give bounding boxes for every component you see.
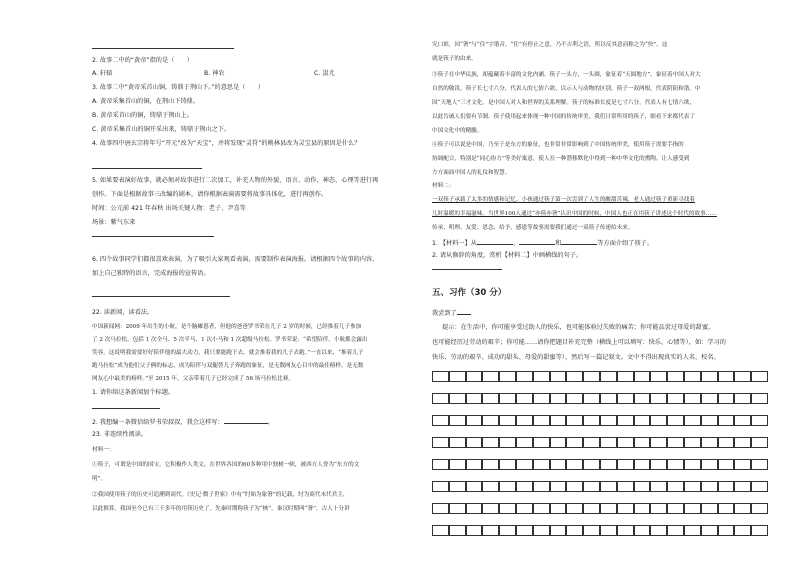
question-5-line-2: 创作。下面是根据故事三改编的剧本，请你根据表演需要将故事具体化，进行再创作。	[92, 191, 328, 198]
grid-cell[interactable]	[583, 481, 600, 492]
grid-cell[interactable]	[634, 525, 651, 536]
grid-cell[interactable]	[449, 393, 466, 404]
grid-cell[interactable]	[684, 459, 701, 470]
material-2-para-underlined: 一双筷子承载了太多的情感和记忆。小孩通过筷子第一次尝到了人生的酸甜苦辣，老人通过筷子重新寻找着	[432, 197, 695, 203]
grid-cell[interactable]	[432, 503, 449, 514]
material-1-para: 以此推算，我国至今已有三千多年的用筷历史了。先秦时期称筷子为“梜”，秦汉时期叫“箸”，古人十分讲	[92, 506, 350, 512]
news-line: 中国新闻网：2009 年出生的小航，是个脑瘫患者，但他的爸爸罗书荣在儿子 2 岁的时候，已经推着儿子参加	[92, 324, 362, 330]
grid-cell[interactable]	[583, 459, 600, 470]
grid-cell[interactable]	[617, 437, 634, 448]
grid-cell[interactable]	[466, 481, 483, 492]
grid-cell[interactable]	[667, 393, 684, 404]
grid-row	[432, 481, 768, 492]
grid-cell[interactable]	[718, 437, 735, 448]
grid-cell[interactable]	[432, 481, 449, 492]
grid-cell[interactable]	[667, 503, 684, 514]
grid-cell[interactable]	[701, 393, 718, 404]
grid-cell[interactable]	[466, 459, 483, 470]
grid-cell[interactable]	[634, 481, 651, 492]
grid-cell[interactable]	[449, 415, 466, 426]
material-2-para-underlined: 儿时温暖的幸福滋味。当世界100人通过“亦筷亦箸”认识中国的时候，中国人也正在用筷子讲述这个时代的故事……	[432, 211, 717, 217]
grid-cell[interactable]	[566, 503, 583, 514]
question-23-title: 23. 非连续性阅读。	[92, 431, 148, 438]
q5-place: 场景：紫气东来	[92, 219, 136, 226]
grid-cell[interactable]	[566, 415, 583, 426]
grid-cell[interactable]	[566, 459, 583, 470]
grid-cell[interactable]	[482, 371, 499, 382]
grid-cell[interactable]	[734, 437, 751, 448]
grid-cell[interactable]	[516, 503, 533, 514]
grid-cell[interactable]	[566, 437, 583, 448]
grid-cell[interactable]	[583, 415, 600, 426]
inline-blank	[477, 238, 513, 245]
grid-cell[interactable]	[718, 393, 735, 404]
material-1-para: 明”。	[92, 476, 107, 482]
grid-cell[interactable]	[718, 459, 735, 470]
grid-cell[interactable]	[650, 525, 667, 536]
question-23-2: 2. 请从修辞的角度，赏析【材料二】中画横线的句子。	[432, 252, 583, 259]
grid-cell[interactable]	[550, 525, 567, 536]
grid-cell[interactable]	[617, 415, 634, 426]
grid-cell[interactable]	[466, 503, 483, 514]
material-1-para: 协调配合，特别是“同心协力”等美好寓意，使人在一种潜移默化中得到一种中华文化的熏陶。让人感受到	[432, 156, 690, 162]
material-2-label: 材料二：	[432, 183, 455, 189]
material-1-para: 究口彩，因“箸”与“住”字谐音，“住”有停止之意，乃不吉利之语，所以反其意而称之为“快”。这	[432, 42, 668, 48]
grid-cell[interactable]	[449, 481, 466, 492]
grid-cell[interactable]	[449, 371, 466, 382]
grid-cell[interactable]	[718, 503, 735, 514]
question-3-stem: 3. 故事二中“黄帝采首山铜，铸鼎于荆山下。”的意思是（ ）	[92, 84, 265, 91]
grid-cell[interactable]	[449, 459, 466, 470]
grid-cell[interactable]	[650, 503, 667, 514]
grid-cell[interactable]	[566, 481, 583, 492]
grid-cell[interactable]	[701, 525, 718, 536]
question-22-title: 22. 读新闻，读看法。	[92, 309, 154, 316]
grid-cell[interactable]	[432, 459, 449, 470]
inline-blank	[224, 417, 268, 424]
grid-cell[interactable]	[499, 371, 516, 382]
grid-cell[interactable]	[583, 437, 600, 448]
grid-cell[interactable]	[650, 415, 667, 426]
grid-row	[432, 393, 768, 404]
grid-cell[interactable]	[466, 371, 483, 382]
grid-cell[interactable]	[751, 393, 768, 404]
grid-cell[interactable]	[718, 481, 735, 492]
grid-cell[interactable]	[650, 459, 667, 470]
grid-cell[interactable]	[650, 371, 667, 382]
grid-cell[interactable]	[516, 437, 533, 448]
grid-cell[interactable]	[684, 503, 701, 514]
material-1-para: 方方面面中国人的礼仪和智慧。	[432, 170, 511, 176]
answer-line	[92, 48, 234, 49]
material-1-para: 自然的敬畏。筷子长七寸六分，代表人的七情六欲，以示人与动物的区别。筷子一双两根，代表阴阳和谐。中	[432, 86, 701, 92]
grid-cell[interactable]	[466, 415, 483, 426]
grid-cell[interactable]	[650, 481, 667, 492]
q2-option-c: C. 蚩尤	[314, 70, 335, 77]
grid-cell[interactable]	[617, 525, 634, 536]
answer-line	[92, 296, 230, 297]
grid-cell[interactable]	[667, 481, 684, 492]
material-1-para: 就是筷子的由来。	[432, 56, 477, 62]
grid-cell[interactable]	[701, 371, 718, 382]
grid-cell[interactable]	[533, 437, 550, 448]
question-6-line-2: 加上自己独特的语言，完成海报的宣传语。	[92, 270, 210, 277]
grid-cell[interactable]	[751, 459, 768, 470]
grid-cell[interactable]	[533, 459, 550, 470]
q2-option-a: A. 轩辕	[92, 70, 113, 77]
grid-row	[432, 525, 768, 536]
question-4: 4. 故事四中唐玄宗将年号“开元”改为“天宝”，并将发现“灵符”的桃林县改为灵宝县的原因是什么？	[92, 140, 361, 147]
grid-cell[interactable]	[684, 525, 701, 536]
q3-option-a: A. 黄帝采集首山的铜，在荆山下铸鼎。	[92, 98, 200, 105]
grid-cell[interactable]	[432, 393, 449, 404]
grid-cell[interactable]	[667, 459, 684, 470]
grid-cell[interactable]	[550, 393, 567, 404]
prompt-line: 快乐、劳动的艰辛、成功的甜头、母爱的甜蜜等），然后写一篇记叙文。文中不得出现真实的人名、校名。	[432, 354, 720, 361]
section-heading: 五、习作（30 分）	[432, 288, 507, 298]
grid-cell[interactable]	[734, 459, 751, 470]
grid-cell[interactable]	[634, 371, 651, 382]
grid-cell[interactable]	[600, 371, 617, 382]
grid-cell[interactable]	[617, 459, 634, 470]
grid-cell[interactable]	[516, 459, 533, 470]
grid-cell[interactable]	[734, 415, 751, 426]
grid-cell[interactable]	[734, 371, 751, 382]
grid-cell[interactable]	[600, 437, 617, 448]
grid-cell[interactable]	[650, 437, 667, 448]
q2-option-b: B. 神农	[204, 70, 225, 77]
q3-option-c: C. 黄帝采集首山的铜开采出来，铸鼎于荆山之下。	[92, 126, 231, 133]
grid-row	[432, 415, 768, 426]
answer-line	[92, 408, 160, 409]
grid-cell[interactable]	[432, 371, 449, 382]
grid-cell[interactable]	[533, 415, 550, 426]
grid-cell[interactable]	[499, 459, 516, 470]
grid-cell[interactable]	[583, 393, 600, 404]
grid-cell[interactable]	[751, 437, 768, 448]
grid-cell[interactable]	[550, 415, 567, 426]
question-22-2: 2. 我想编一条微信给罗书荣叔叔，我会这样写： 。	[92, 419, 274, 426]
grid-cell[interactable]	[734, 525, 751, 536]
grid-cell[interactable]	[701, 481, 718, 492]
material-1-para: ①筷子，可谓是中国的国宝。它积极作人类文，在世界各国的60多种用中独树一帜，被西方人誉为“东方的文	[92, 462, 360, 468]
grid-cell[interactable]	[449, 437, 466, 448]
grid-cell[interactable]	[751, 481, 768, 492]
grid-cell[interactable]	[566, 371, 583, 382]
grid-cell[interactable]	[600, 415, 617, 426]
material-1-para: ③筷子在中华民族，却蕴藏着丰富的文化内涵。筷子一头方，一头圆，象征着“天圆地方”，象征着中国人对大	[432, 72, 701, 78]
grid-cell[interactable]	[684, 415, 701, 426]
grid-cell[interactable]	[667, 525, 684, 536]
grid-cell[interactable]	[516, 393, 533, 404]
grid-cell[interactable]	[566, 393, 583, 404]
grid-cell[interactable]	[684, 393, 701, 404]
grid-cell[interactable]	[600, 503, 617, 514]
inline-blank	[457, 308, 471, 315]
grid-cell[interactable]	[684, 481, 701, 492]
grid-cell[interactable]	[600, 393, 617, 404]
answer-line	[432, 269, 502, 270]
grid-row	[432, 503, 768, 514]
grid-cell[interactable]	[432, 415, 449, 426]
grid-cell[interactable]	[449, 503, 466, 514]
grid-cell[interactable]	[482, 525, 499, 536]
grid-cell[interactable]	[718, 415, 735, 426]
grid-cell[interactable]	[701, 459, 718, 470]
inline-blank	[519, 238, 555, 245]
grid-cell[interactable]	[566, 525, 583, 536]
grid-cell[interactable]	[533, 503, 550, 514]
grid-cell[interactable]	[432, 437, 449, 448]
grid-row	[432, 459, 768, 470]
grid-cell[interactable]	[751, 503, 768, 514]
news-line: 了 2 次马拉松，包括 1 次全马、5 次半马、1 次小马和 1 次超级马拉松。罗书荣说：“希望陪伴，小航都会露出	[92, 337, 368, 343]
material-1-label: 材料一：	[92, 447, 115, 453]
news-line: 笑容。这说明我需要好好陪伴他的最大动力，我只要能跑下去，就会推着我的儿子去跑。”一直以来，“推着儿子	[92, 350, 364, 356]
material-1-para: ②我国使用筷子的历史可追溯到商代。《史记·微子世家》中有“纣始为象箸”的记载，纣为商代末代君主，	[92, 492, 349, 498]
q5-time: 时间：公元前 421 年春秋 出场关键人物：老子、尹喜等	[92, 205, 246, 212]
grid-cell[interactable]	[751, 415, 768, 426]
question-22-1: 1. 请你给这条新闻加个标题。	[92, 389, 175, 396]
grid-cell[interactable]	[701, 503, 718, 514]
grid-cell[interactable]	[583, 371, 600, 382]
grid-cell[interactable]	[499, 481, 516, 492]
grid-cell[interactable]	[533, 393, 550, 404]
news-line: 网友心中最美的榜样。”至 2015 年，父亲带着儿子已经完成了 56 场马拉松比赛。	[92, 376, 294, 382]
material-1-para: 中国文化中的精髓。	[432, 128, 483, 134]
grid-cell[interactable]	[482, 415, 499, 426]
grid-cell[interactable]	[482, 459, 499, 470]
grid-row	[432, 371, 768, 382]
grid-cell[interactable]	[634, 459, 651, 470]
grid-cell[interactable]	[482, 393, 499, 404]
grid-cell[interactable]	[617, 371, 634, 382]
material-1-para: 国“天地人”三才文化。是中国人对人和世界的关系理解。筷子的标准长度是七寸六分，代表人有七情六欲，	[432, 100, 696, 106]
grid-cell[interactable]	[667, 415, 684, 426]
grid-cell[interactable]	[583, 503, 600, 514]
grid-cell[interactable]	[482, 437, 499, 448]
grid-cell[interactable]	[684, 437, 701, 448]
grid-cell[interactable]	[617, 503, 634, 514]
grid-cell[interactable]	[499, 437, 516, 448]
prompt-line: 提示：在生活中，你可能享受过助人的快乐，也可能体验过失败的痛苦；你可能品尝过母爱的甜蜜，	[442, 324, 715, 331]
grid-cell[interactable]	[718, 525, 735, 536]
grid-cell[interactable]	[516, 481, 533, 492]
grid-cell[interactable]	[617, 393, 634, 404]
material-1-para: ④筷子可以说是中国，乃至于是东方的象征，也非常非常影响到了中国传统审美，使用筷子需要手指的	[432, 142, 684, 148]
grid-cell[interactable]	[550, 437, 567, 448]
grid-cell[interactable]	[550, 481, 567, 492]
question-6-line-1: 6. 四个故事同学们都很喜欢表演，为了吸引大家观看表演，需要制作表演海报。请根据四个故事的内容，	[92, 256, 379, 263]
question-5-line-1: 5. 如果要表演好故事，就必须对故事进行二次加工，补充人物的外貌、语言、动作、神态、心理等进行再	[92, 177, 379, 184]
grid-cell[interactable]	[583, 525, 600, 536]
grid-cell[interactable]	[634, 415, 651, 426]
q3-option-b: B. 黄帝采首山的铜，铸鼎于荆山上。	[92, 112, 193, 119]
grid-cell[interactable]	[550, 503, 567, 514]
grid-cell[interactable]	[550, 371, 567, 382]
grid-cell[interactable]	[466, 525, 483, 536]
grid-cell[interactable]	[466, 393, 483, 404]
grid-cell[interactable]	[499, 393, 516, 404]
grid-cell[interactable]	[550, 459, 567, 470]
grid-cell[interactable]	[650, 393, 667, 404]
grid-cell[interactable]	[533, 525, 550, 536]
grid-cell[interactable]	[533, 481, 550, 492]
grid-cell[interactable]	[516, 415, 533, 426]
composition-title: 我尝到了	[432, 308, 471, 318]
grid-cell[interactable]	[617, 481, 634, 492]
question-2-stem: 2. 故事二中的“黄帝”指的是（ ）	[92, 57, 193, 64]
grid-cell[interactable]	[449, 525, 466, 536]
grid-cell[interactable]	[684, 371, 701, 382]
prompt-line: 也可能经历过劳动的艰辛；你可能……请你把题目补充完整（横线上可以填写：快乐、心情等），如：学习的	[432, 339, 726, 346]
grid-cell[interactable]	[482, 481, 499, 492]
grid-cell[interactable]	[634, 437, 651, 448]
grid-cell[interactable]	[482, 503, 499, 514]
material-2-para: 传承、明理、友爱、思念、给予、感恩等故事需要我们通过一双筷子传递给未来。	[432, 225, 634, 231]
grid-cell[interactable]	[533, 371, 550, 382]
grid-cell[interactable]	[466, 437, 483, 448]
grid-cell[interactable]	[634, 503, 651, 514]
grid-cell[interactable]	[499, 503, 516, 514]
news-line: 跑马拉松”成为他们父子俩的标志，成为陪伴与双腿替儿子奔跑的象征，是无数网友心目中的最佳榜样。是无数	[92, 363, 364, 369]
grid-cell[interactable]	[734, 481, 751, 492]
material-1-para: 以此告诫人们要有节制。筷子使用起来体现一种中国的传统审美，我们日常所用的筷子，细看下来都代表了	[432, 114, 695, 120]
grid-cell[interactable]	[667, 371, 684, 382]
grid-cell[interactable]	[701, 415, 718, 426]
answer-line	[92, 168, 202, 169]
grid-cell[interactable]	[516, 525, 533, 536]
grid-cell[interactable]	[734, 393, 751, 404]
writing-grid	[432, 371, 768, 551]
grid-cell[interactable]	[718, 371, 735, 382]
grid-cell[interactable]	[701, 437, 718, 448]
grid-cell[interactable]	[600, 525, 617, 536]
question-23-1: 1. 【材料一】从 、 和 等方面介绍了筷子。	[432, 240, 654, 247]
grid-cell[interactable]	[499, 415, 516, 426]
grid-cell[interactable]	[600, 459, 617, 470]
grid-cell[interactable]	[751, 525, 768, 536]
grid-cell[interactable]	[499, 525, 516, 536]
grid-cell[interactable]	[634, 393, 651, 404]
grid-cell[interactable]	[516, 371, 533, 382]
grid-cell[interactable]	[667, 437, 684, 448]
grid-cell[interactable]	[600, 481, 617, 492]
grid-cell[interactable]	[432, 525, 449, 536]
inline-blank	[561, 238, 597, 245]
grid-cell[interactable]	[751, 371, 768, 382]
grid-cell[interactable]	[734, 503, 751, 514]
grid-row	[432, 437, 768, 448]
answer-line	[92, 236, 214, 237]
